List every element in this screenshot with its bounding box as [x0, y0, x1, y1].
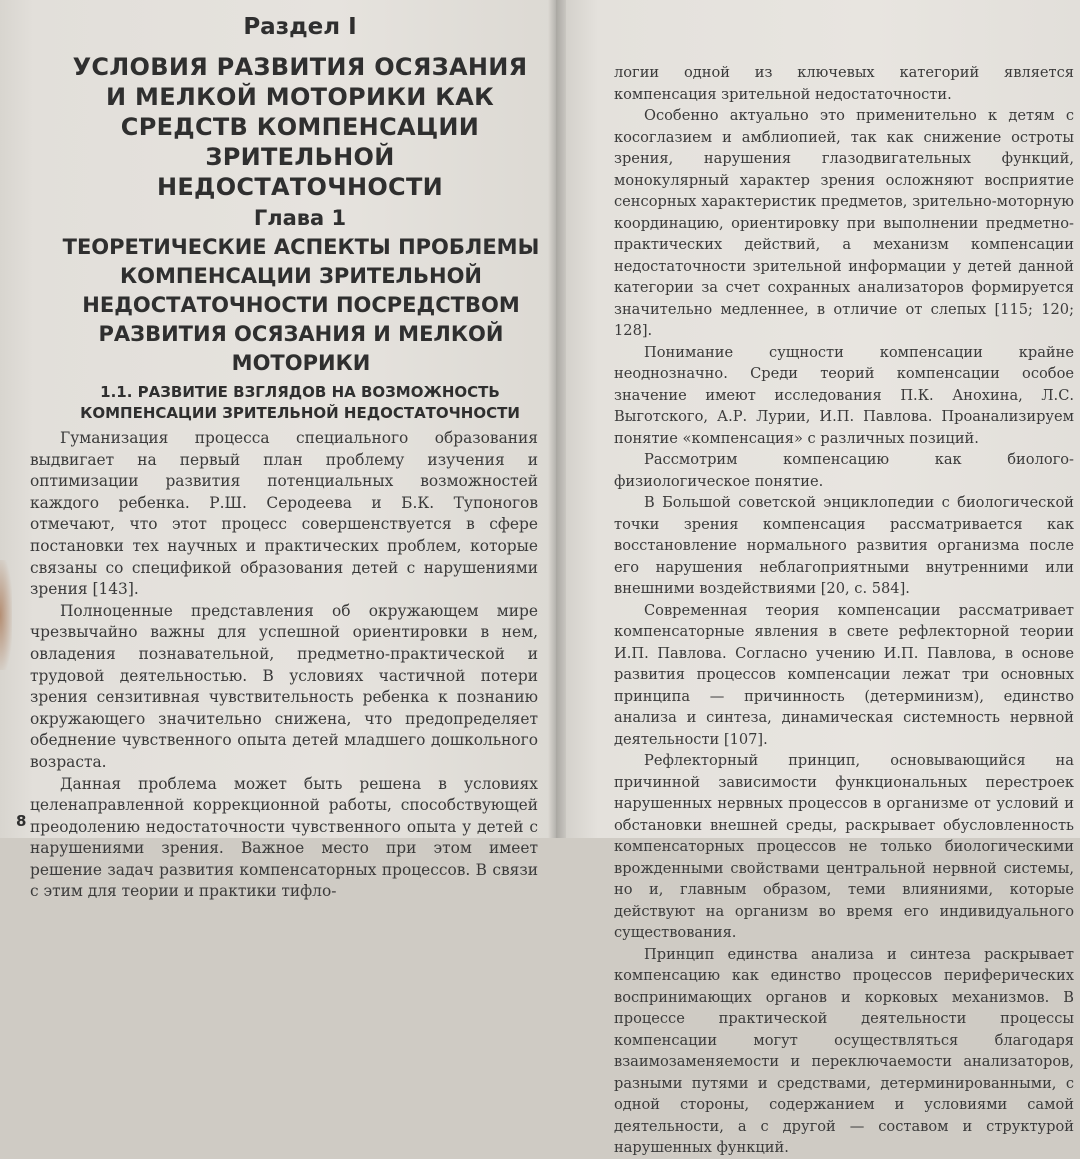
right-body-text — [614, 62, 1074, 1159]
chapter-label: Глава 1 — [253, 206, 347, 230]
paragraph: Данная проблема может быть решена в условиях целенаправленной коррекционной работы, способствующей преодолению недостаточности чувственного опыта у детей с нарушениями зрения. Важное место при этом имеет решение задач развития компенсаторных процессов. В связи с этим для теории и практики тифло- — [30, 774, 538, 901]
left-body-text — [30, 428, 538, 903]
paragraph: Особенно актуально это применительно к детям с косоглазием и амблиопией, так как снижение остроты зрения, нарушения глазодвигательных функций, монокулярный характер зрения осложняют восприятие сенсорных характеристик предметов, зрительно-моторную координацию, ориентировку при выполнении предметно-практических действий, а механизм компенсации недостаточности зрительной информации у детей данной категории за счет сохранных анализаторов формируется значительно медленнее, в отличие от слепых [115; 120; 128]. — [614, 107, 1074, 339]
paragraph-continuation: логии одной из ключевых категорий является компенсация зрительной недостаточности. — [614, 64, 1074, 103]
thumb-shadow — [0, 560, 12, 670]
page-number: 8 — [16, 812, 27, 830]
right-page — [556, 0, 1080, 1156]
section-label: Раздел I — [243, 14, 357, 40]
paragraph: Современная теория компенсации рассматривает компенсаторные явления в свете рефлекторной теории И.П. Павлова. Согласно учению И.П. Павлова, в основе развития процессов компенсации лежат три основных принципа — причинность (детерминизм), единство анализа и синтеза, динамическая системность нервной деятельности [107]. — [614, 601, 1074, 748]
section-title: УСЛОВИЯ РАЗВИТИЯ ОСЯЗАНИЯ И МЕЛКОЙ МОТОРИКИ КАК СРЕДСТВ КОМПЕНСАЦИИ ЗРИТЕЛЬНОЙ НЕДОСТАТОЧНОСТИ — [72, 53, 528, 201]
paragraph: В Большой советской энциклопедии с биологической точки зрения компенсация рассматривается как восстановление нормального развития организма после его нарушения неблагоприятными внутренними или внешними воздействиями [20, с. 584]. — [614, 494, 1074, 597]
paragraph: Рефлекторный принцип, основывающийся на причинной зависимости функциональных перестроек нарушенных нервных процессов в организме от условий и обстановки внешней среды, раскрывает обусловленность компенсаторных процессов не только биологическими врожденными свойствами центральной нервной системы, но и, главным образом, теми влияниями, которые действуют на организм во время его индивидуального существования. — [614, 752, 1074, 941]
paragraph: Полноценные представления об окружающем мире чрезвычайно важны для успешной ориентировки в нем, овладения познавательной, предметно-практической и трудовой деятельностью. В условиях частичной потери зрения сензитивная чувствительность ребенка к познанию окружающего значительно снижена, что предопределяет обеднение чувственного опыта детей младшего дошкольного возраста. — [30, 601, 538, 771]
chapter-title: ТЕОРЕТИЧЕСКИЕ АСПЕКТЫ ПРОБЛЕМЫ КОМПЕНСАЦИИ ЗРИТЕЛЬНОЙ НЕДОСТАТОЧНОСТИ ПОСРЕДСТВОМ РАЗВИТИЯ ОСЯЗАНИЯ И МЕЛКОЙ МОТОРИКИ — [62, 235, 540, 375]
paragraph: Рассмотрим компенсацию как биолого-физиологическое понятие. — [614, 451, 1074, 490]
book-gutter — [548, 0, 566, 838]
paragraph: Понимание сущности компенсации крайне неоднозначно. Среди теорий компенсации особое значение имеют исследования П.К. Анохина, Л.С. Выготского, А.Р. Лурии, И.П. Павлова. Проанализируем понятие «компенсация» с различных позиций. — [614, 343, 1074, 447]
paragraph: Принцип единства анализа и синтеза раскрывает компенсацию как единство процессов периферических воспринимающих органов и корковых механизмов. В процессе практической деятельности процессы компенсации могут осуществляться благодаря взаимозаменяемости и переключаемости анализаторов, разными путями и средствами, детерминированными, с одной стороны, содержанием и условиями самой деятельности, а с другой — составом и структурой нарушенных функций. — [614, 945, 1074, 1156]
subsection-title: 1.1. РАЗВИТИЕ ВЗГЛЯДОВ НА ВОЗМОЖНОСТЬ КОМПЕНСАЦИИ ЗРИТЕЛЬНОЙ НЕДОСТАТОЧНОСТИ — [80, 383, 520, 422]
paragraph: Гуманизация процесса специального образования выдвигает на первый план проблему изучения и оптимизации развития потенциальных возможностей каждого ребенка. Р.Ш. Серодеева и Б.К. Тупоногов отмечают, что этот процесс совершенствуется в сфере постановки тех научных и практических проблем, которые связаны со спецификой образования детей с нарушениями зрения [143]. — [30, 429, 538, 599]
left-page — [0, 0, 556, 901]
